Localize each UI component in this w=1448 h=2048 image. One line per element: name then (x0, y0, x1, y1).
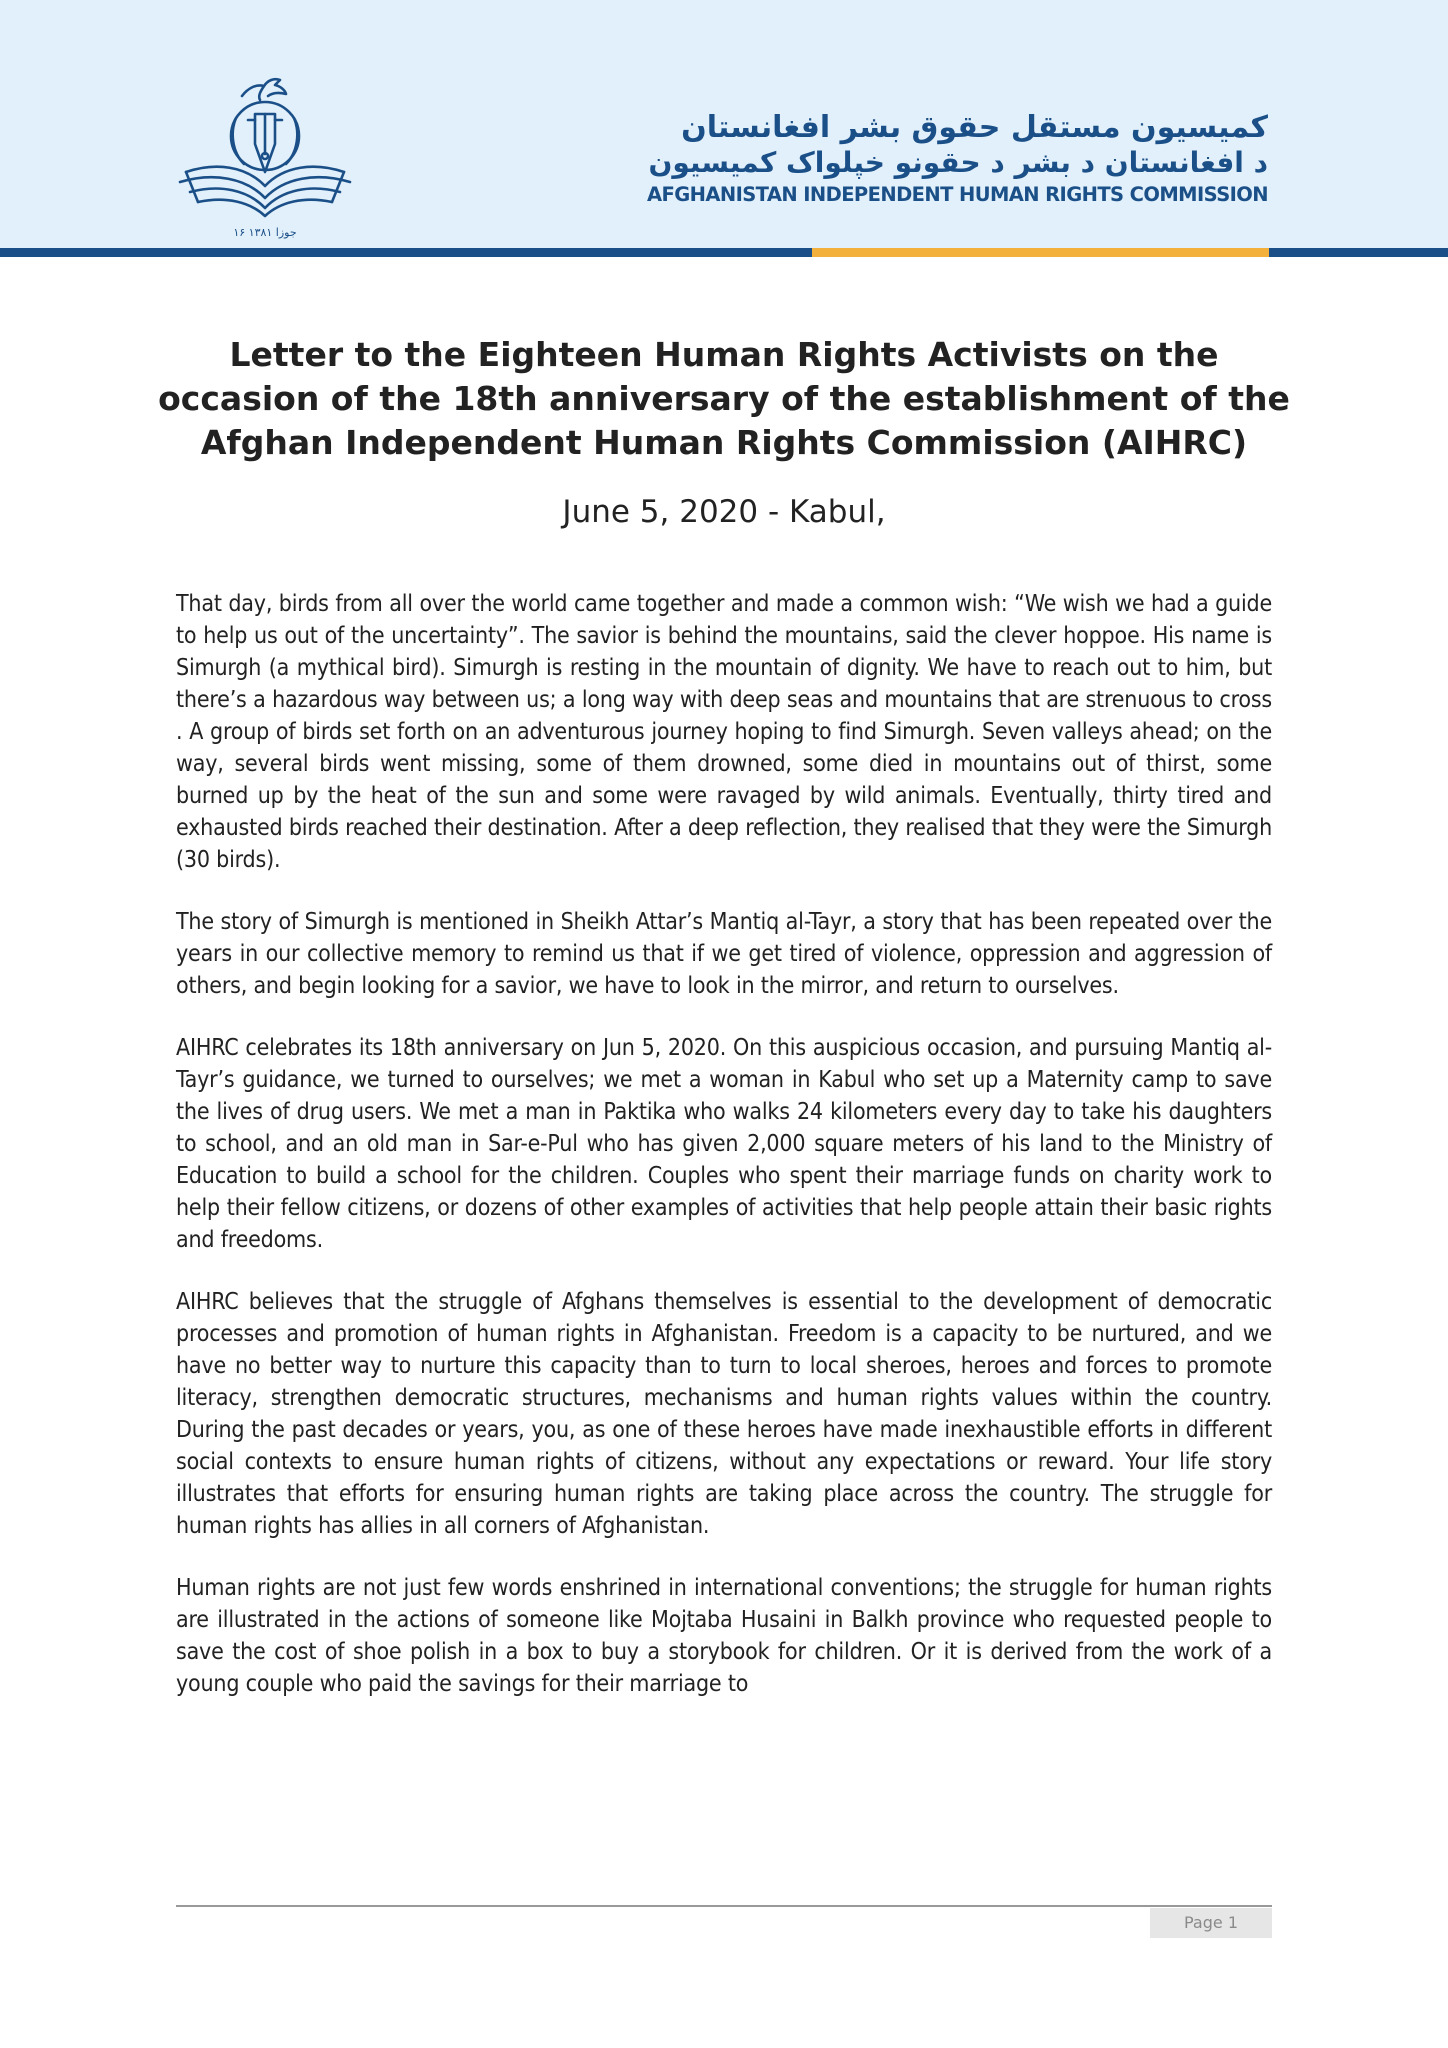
footer-divider (176, 1905, 1272, 1907)
logo-date: ۱۶ جوزا ۱۳۸۱ (233, 226, 297, 239)
paragraph: AIHRC celebrates its 18th anniversary on Jun 5, 2020. On this auspicious occasion, and pursuing Mantiq al-Tayr’s guidance, we turned to ourselves; we met a woman in Kabul who set up a Maternity camp to save the lives of drug users. We met a man in Paktika who walks 24 kilometers every day to take his daughters to school, and an old man in Sar-e-Pul who has given 2,000 square meters of his land to the Ministry of Education to build a school for the children. Couples who spent their marriage funds on charity work to help their fellow citizens, or dozens of other examples of activities that help people attain their basic rights and freedoms. (176, 1035, 1272, 1253)
page-number: Page 1 (1150, 1908, 1272, 1938)
aihrc-logo-icon (176, 74, 354, 240)
org-name-dari: کمیسیون مستقل حقوق بشر افغانستان (681, 110, 1268, 145)
letter-title: Letter to the Eighteen Human Rights Activists on the occasion of the 18th anniversary of the establishment of the Afghan Independent Human Rights Commission (AIHRC) (158, 335, 1290, 462)
letter-body (176, 588, 1272, 1730)
paragraph: That day, birds from all over the world came together and made a common wish: “We wish we had a guide to help us out of the uncertainty”. The savior is behind the mountains, said the clever hoppoe. His name is Simurgh (a mythical bird). Simurgh is resting in the mountain of dignity. We have to reach out to him, but there’s a hazardous way between us; a long way with deep seas and mountains that are strenuous to cross . A group of birds set forth on an adventurous journey hoping to find Simurgh. Seven valleys ahead; on the way, several birds went missing, some of them drowned, some died in mountains out of thirst, some burned up by the heat of the sun and some were ravaged by wild animals. Eventually, thirty tired and exhausted birds reached their destination. After a deep reflection, they realised that they were the Simurgh (30 birds). (176, 591, 1272, 873)
organization-name (647, 110, 1268, 210)
paragraph: The story of Simurgh is mentioned in Sheikh Attar’s Mantiq al-Tayr, a story that has been repeated over the years in our collective memory to remind us that if we get tired of violence, oppression and aggression of others, and begin looking for a savior, we have to look in the mirror, and return to ourselves. (176, 909, 1272, 999)
header-accent-stripe (812, 248, 1269, 257)
org-name-english: AFGHANISTAN INDEPENDENT HUMAN RIGHTS COMMISSION (647, 183, 1268, 206)
paragraph: Human rights are not just few words enshrined in international conventions; the struggle for human rights are illustrated in the actions of someone like Mojtaba Husaini in Balkh province who requested people to save the cost of shoe polish in a box to buy a storybook for children. Or it is derived from the work of a young couple who paid the savings for their marriage to (176, 1575, 1272, 1697)
paragraph: AIHRC believes that the struggle of Afghans themselves is essential to the development of democratic processes and promotion of human rights in Afghanistan. Freedom is a capacity to be nurtured, and we have no better way to nurture this capacity than to turn to local sheroes, heroes and forces to promote literacy, strengthen democratic structures, mechanisms and human rights values within the country. During the past decades or years, you, as one of these heroes have made inexhaustible efforts in different social contexts to ensure human rights of citizens, without any expectations or reward. Your life story illustrates that efforts for ensuring human rights are taking place across the country. The struggle for human rights has allies in all corners of Afghanistan. (176, 1289, 1272, 1539)
org-name-pashto: د افغانستان د بشر د حقونو خپلواک کمیسیون (648, 146, 1268, 179)
letter-date-line: June 5, 2020 - Kabul, (562, 494, 886, 530)
letterhead (0, 0, 1448, 248)
